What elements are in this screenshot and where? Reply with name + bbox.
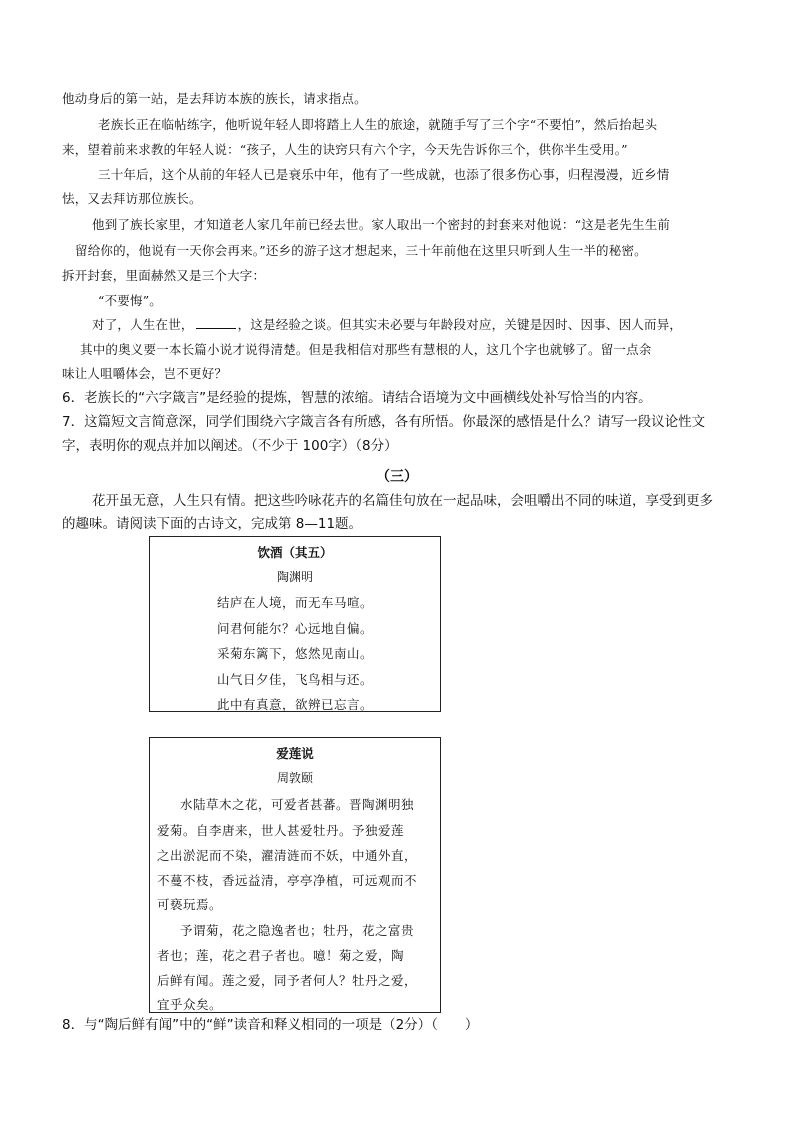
essay-line: 后鲜有闻。莲之爱，同予者何人？牡丹之爱， (157, 973, 418, 988)
poem-author: 陶渊明 (276, 570, 313, 584)
essay-line: 宜乎众矣。 (157, 997, 223, 1012)
passage-line: 拆开封套，里面赫然又是三个大字： (62, 268, 266, 283)
passage-line: 留给你的，他说有一天你会再来。”还乡的游子这才想起来，三十年前他在这里只听到人生一半的秘密。 (75, 243, 647, 258)
essay-author: 周敦颐 (276, 771, 313, 785)
poem-line: 问君何能尔？心远地自偏。 (216, 621, 373, 636)
essay-line: 爱菊。自李唐来，世人甚爱牡丹。予独爱莲 (157, 823, 405, 838)
essay-line: 不蔓不枝，香远益清，亭亭净植，可远观而不 (157, 873, 418, 888)
poem-title: 饮酒（其五） (257, 545, 333, 560)
poem-line: 此中有真意，欲辨已忘言。 (216, 697, 373, 712)
section-intro-line1: 花开虽无意，人生只有情。把这些吟咏花卉的名篇佳句放在一起品味，会咀嚼出不同的味道，享受到更多 (92, 493, 713, 509)
essay-line: 予谓菊，花之隐逸者也；牡丹，花之富贵 (180, 923, 415, 938)
passage-line: 来，望着前来求教的年轻人说：“孩子，人生的诀窍只有六个字，今天先告诉你三个，供你半生受用。” (62, 142, 628, 157)
passage-line: 怯，又去拜访那位族长。 (62, 191, 202, 206)
essay-line: 者也；莲，花之君子者也。噫！菊之爱，陶 (157, 948, 405, 963)
poem-line: 山气日夕佳，飞鸟相与还。 (216, 672, 373, 687)
passage-line: “不要悔”。 (98, 293, 162, 308)
passage-line: 他动身后的第一站，是去拜访本族的族长，请求指点。 (62, 91, 367, 106)
passage-line-with-blank (92, 316, 682, 334)
passage-line: 三十年后，这个从前的年轻人已是衰乐中年，他有了一些成就，也添了很多伤心事，归程漫漫，近乡情 (98, 167, 670, 182)
essay-line: 之出淤泥而不染，濯清涟而不妖，中通外直， (157, 848, 418, 863)
question-6: 6．老族长的“六字箴言”是经验的提炼，智慧的浓缩。请结合语境为文中画横线处补写恰当的内容。 (62, 390, 652, 406)
question-8: 8．与“陶后鲜有闻”中的“鲜”读音和释义相同的一项是（2分）（ ） (62, 1017, 479, 1033)
essay-line: 水陆草木之花，可爱者甚蕃。晋陶渊明独 (180, 797, 415, 812)
section-intro-line2: 的趣味。请阅读下面的古诗文，完成第 8—11题。 (62, 516, 363, 532)
essay-title: 爱莲说 (276, 746, 314, 761)
passage-line: 其中的奥义要一本长篇小说才说得清楚。但是我相信对那些有慧根的人，这几个字也就够了。留一点余 (80, 342, 652, 357)
poem-line: 结庐在人境，而无车马喧。 (216, 595, 373, 610)
fill-in-blank (196, 316, 236, 329)
question-7-line2: 字，表明你的观点并加以阐述。（不少于 100字）（8分） (62, 438, 398, 454)
essay-box (149, 737, 441, 1013)
essay-line: 可亵玩焉。 (157, 897, 223, 912)
passage-line: 他到了族长家里，才知道老人家几年前已经去世。家人取出一个密封的封套来对他说：“这是老先生生前 (92, 217, 671, 232)
passage-line: 老族长正在临帖练字，他听说年轻人即将踏上人生的旅途，就随手写了三个字“不要怕”，然后抬起头 (98, 117, 658, 132)
passage-segment: 对了，人生在世， (92, 317, 194, 332)
passage-line: 味让人咀嚼体会，岂不更好？ (62, 366, 228, 381)
poem-box (149, 536, 441, 712)
question-7-line1: 7．这篇短文言简意深，同学们围绕六字箴言各有所感，各有所悟。你最深的感悟是什么？请写一段议论性文 (62, 414, 706, 430)
passage-segment: ，这是经验之谈。但其实未必要与年龄段对应，关键是因时、因事、因人而异， (237, 317, 683, 332)
poem-line: 采菊东篱下，悠然见南山。 (216, 646, 373, 661)
section-title: （三） (376, 469, 418, 485)
